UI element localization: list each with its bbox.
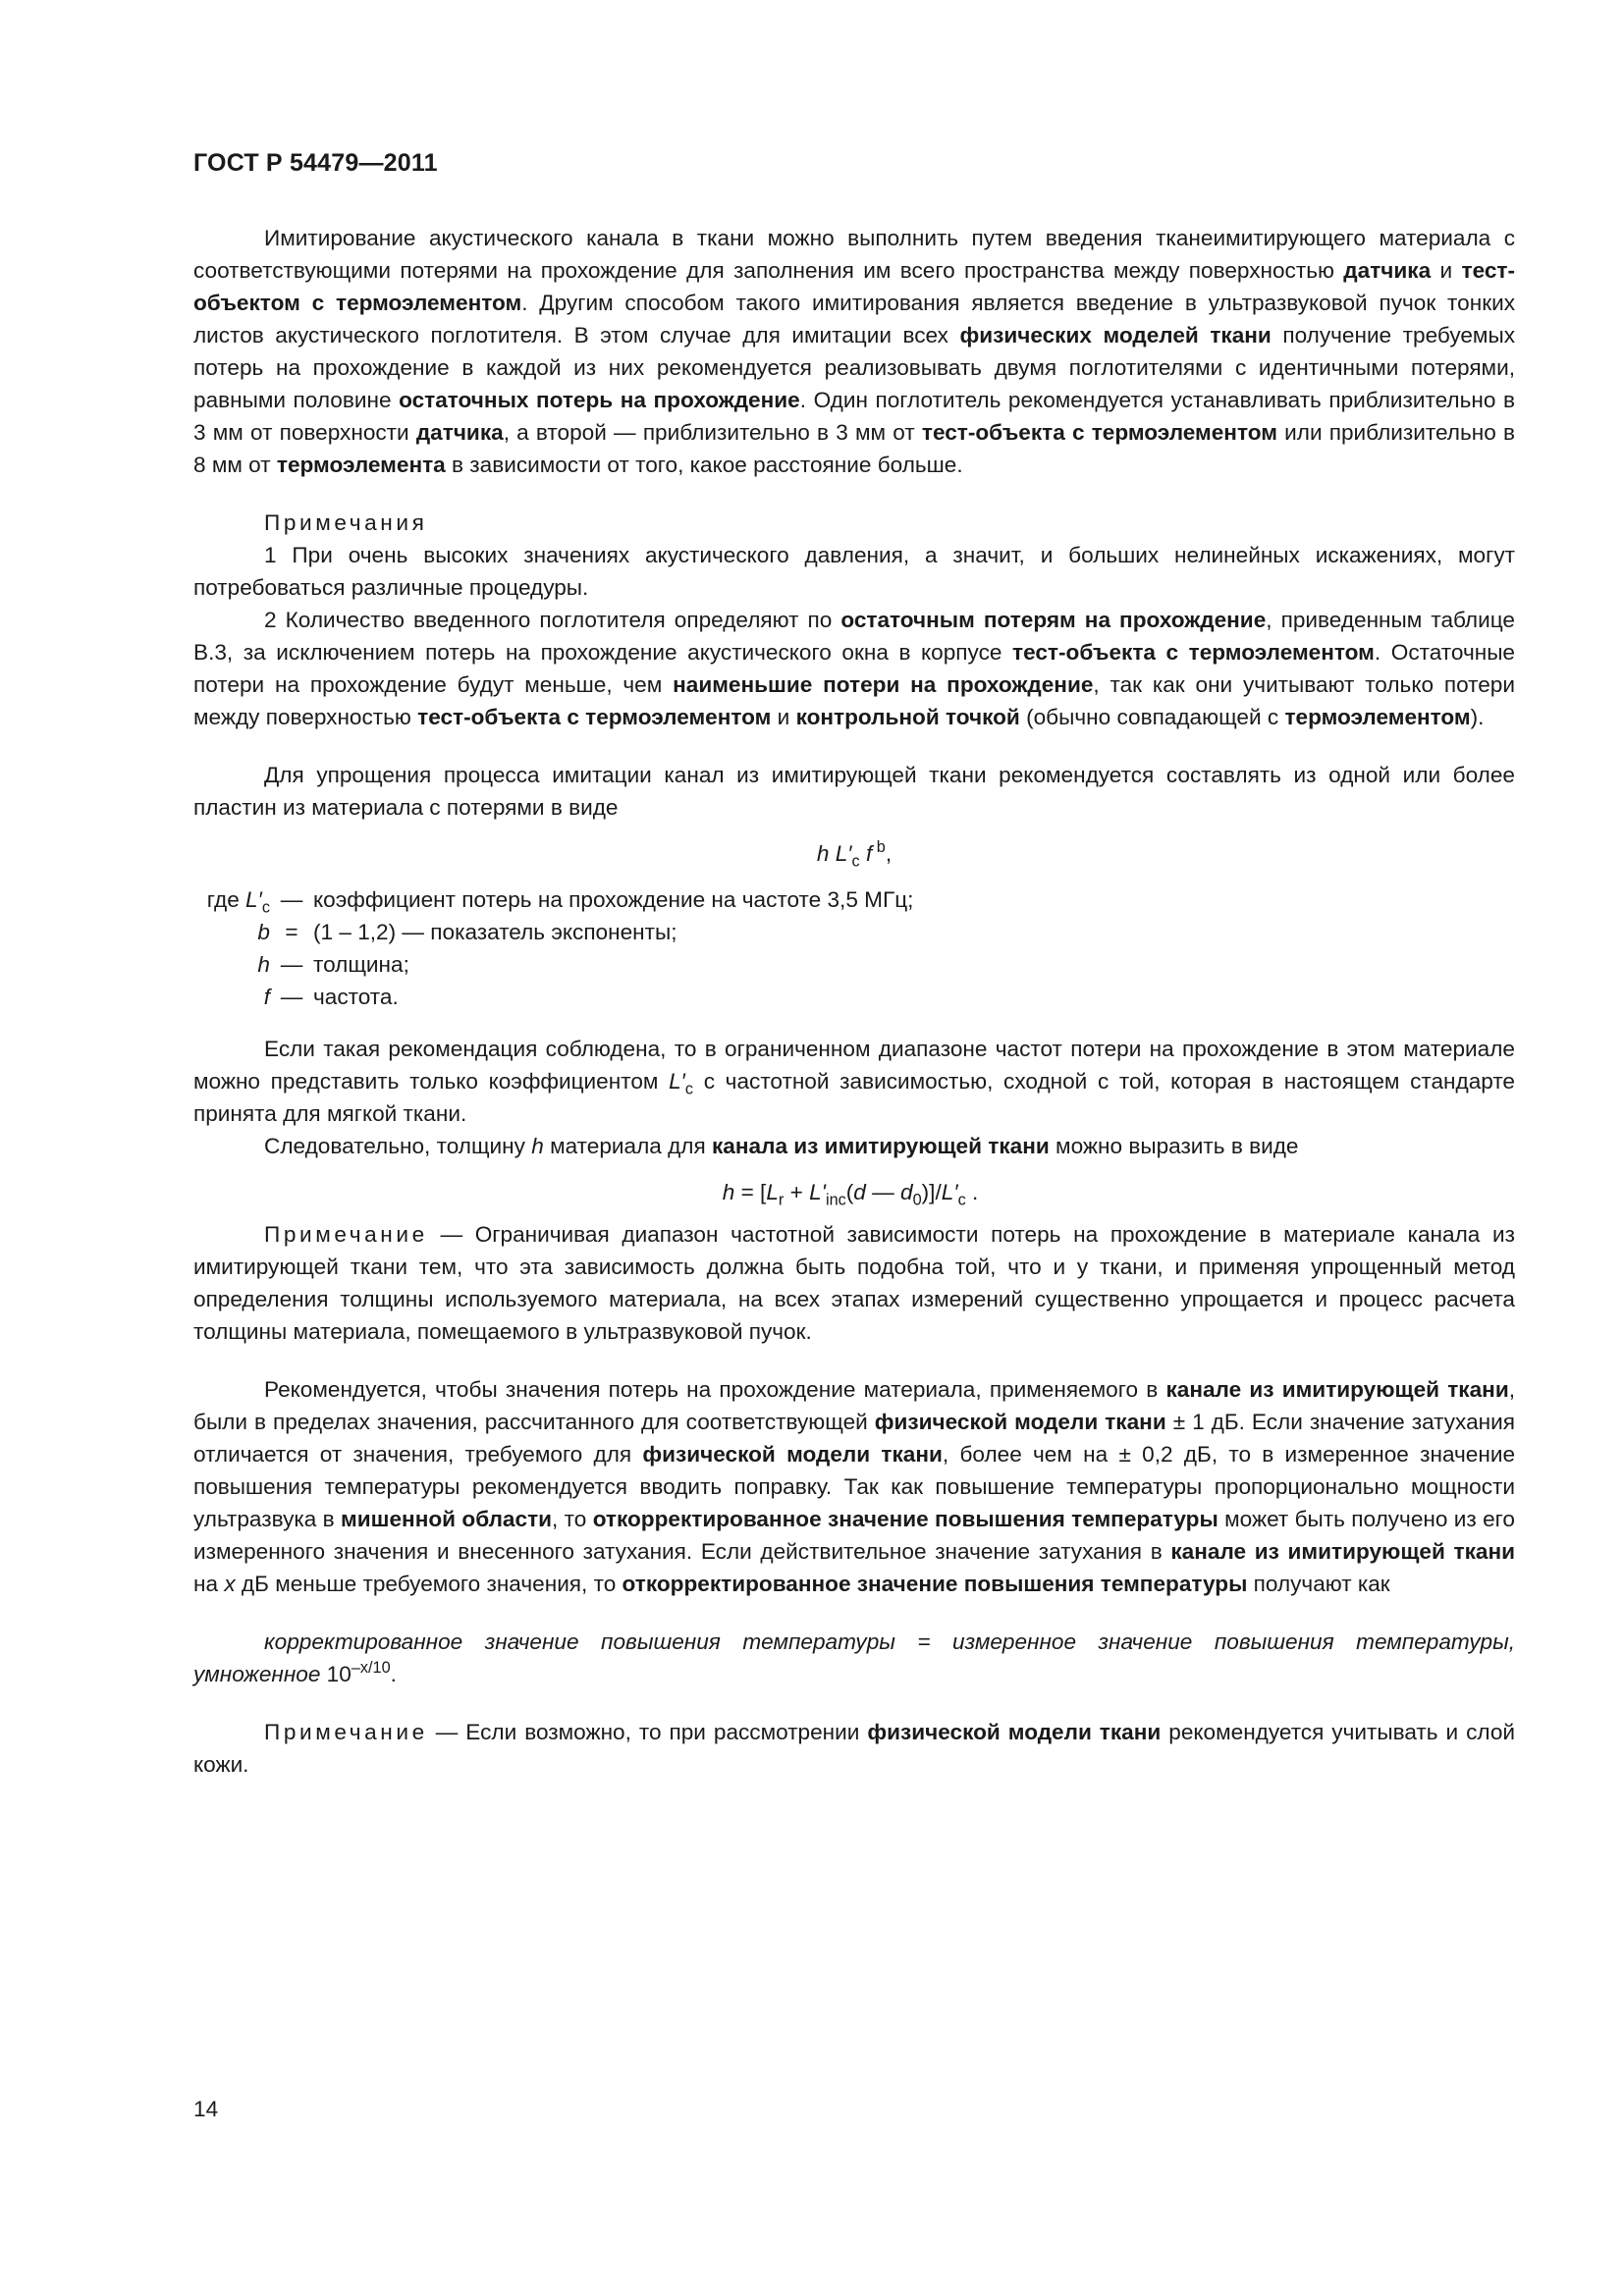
text-run: L [766,1180,779,1204]
text-run: 0 [912,1191,922,1209]
text-run: с частотной зависимостью, сходной с той, которая в настоящем стандарте принята для мягкой ткани. [193,1069,1515,1126]
text-run: h L′ [816,841,852,866]
text-run: . [390,1662,397,1686]
where-dash: — [280,985,303,1009]
text-run: . [965,1180,979,1204]
paragraph-plate-material [193,759,1515,824]
text-run: и [1431,258,1462,283]
text-run: c [851,852,860,871]
text-run: откорректированное значение повышения температуры [592,1507,1218,1531]
text-run: наименьшие потери на прохождение [673,672,1094,697]
text-run: можно выразить в виде [1049,1134,1299,1158]
text-run: или приблизительно в 8 мм от [193,420,1515,477]
text-run: h [722,1180,735,1204]
text-run: 10 [320,1662,352,1686]
where-row [193,883,913,916]
note-1 [193,539,1515,604]
text-run: , так как они учитывают только потери между поверхностью [193,672,1515,729]
text-run: тест-объектом с термоэлементом [193,258,1515,315]
note-3-label: Примечание [264,1222,428,1247]
text-run: тест-объекта с термоэлементом [921,420,1277,445]
text-run: b [872,838,886,857]
text-run: и [771,705,796,729]
where-dash: — [280,952,303,977]
where-row [193,948,913,981]
text-run: L' [809,1180,826,1204]
where-description: коэффициент потерь на прохождение на частоте 3,5 МГц; [313,887,914,912]
formula-thickness [186,1176,1515,1208]
text-run: — [865,1180,901,1204]
text-run: физической модели ткани [867,1720,1162,1744]
text-run: , то [552,1507,593,1531]
text-run: Если такая рекомендация соблюдена, то в ограниченном диапазоне частот потери на прохождение в этом материале можно представить только коэффициентом [193,1037,1515,1094]
where-dash: = [285,920,298,944]
paragraph-coefficient [193,1033,1515,1130]
where-symbol [193,883,270,916]
text-run: . Другим способом такого имитирования является введение в ультразвуковой пучок тонких листов акустического поглотителя. В этом случае для имитации всех [193,291,1515,347]
text-run: c [957,1191,966,1209]
text-run: Рекомендуется, чтобы значения потерь на прохождение материала, применяемого в [264,1377,1166,1402]
text-run: термоэлемента [276,453,446,477]
text-run: Следовательно, толщину [264,1134,532,1158]
text-run: физических моделей ткани [959,323,1272,347]
text-run: датчика [415,420,504,445]
text-run: Имитирование акустического канала в ткани можно выполнить путем введения тканеимитирующего материала с соответствующими потерями на прохождение для заполнения им всего пространства между поверхностью [193,226,1515,283]
text-run: f [263,985,270,1009]
text-run: ± 1 дБ. Если значение затухания отличается от значения, требуемого для [193,1410,1515,1467]
text-run: остаточных потерь на прохождение [399,388,800,412]
paragraph-attenuation-correction [193,1373,1515,1600]
text-run: x [224,1572,236,1596]
text-run: , приведенным таблице В.3, за исключением потерь на прохождение акустического окна в корпусе [193,608,1515,665]
text-run: физической модели ткани [874,1410,1166,1434]
text-run: h [257,952,270,977]
where-prefix: где [206,887,240,912]
text-run: — Ограничивая диапазон частотной зависимости потерь на прохождение в материале канала из имитирующей ткани тем, что эта зависимость должна быть подобна той, что и у ткани, и применяя упрощенный метод определения толщины используемого материала, на всех этапах измерений существенно упрощается и процесс расчета толщины материала, помещаемого в ультразвуковой пучок. [193,1222,1515,1344]
paragraph-corrected-formula [193,1626,1515,1690]
text-run: c [684,1080,694,1098]
text-run: b [257,920,270,944]
text-run: корректированное значение повышения температуры = измеренное значение повышения температуры, умноженное [193,1629,1515,1686]
text-run: , были в пределах значения, рассчитанного для соответствующей [193,1377,1515,1434]
text-run: термоэлементом [1284,705,1471,729]
note-4 [193,1716,1515,1781]
where-description: толщина; [313,952,409,977]
text-run: . Один поглотитель рекомендуется устанавливать приблизительно в 3 мм от поверхности [193,388,1515,445]
where-row [193,981,913,1013]
where-symbol [193,916,270,948]
text-run: L′ [941,1180,958,1204]
where-dash: — [280,887,303,912]
text-run: L′ [245,887,262,912]
text-run: L′ [669,1069,685,1094]
text-run: получение требуемых потерь на прохождение в каждой из них рекомендуется реализовывать двумя поглотителями с идентичными потерями, равными половине [193,323,1516,412]
text-run: материала для [543,1134,712,1158]
text-run: ( [845,1180,854,1204]
text-run: d [853,1180,866,1204]
text-run: дБ меньше требуемого значения, то [235,1572,623,1596]
text-run: –x/10 [351,1659,391,1678]
paragraph-thickness [193,1130,1515,1162]
notes-title: Примечания [264,510,428,535]
text-run: мишенной области [341,1507,553,1531]
text-run: канале из имитирующей ткани [1170,1539,1515,1564]
text-run: f [859,841,873,866]
text-run: r [778,1191,785,1209]
note-4-label: Примечание [264,1720,428,1744]
text-run: = [ [734,1180,767,1204]
text-run: контрольной точкой [795,705,1020,729]
text-run: 2 Количество введенного поглотителя определяют по [264,608,841,632]
paragraph-tissue-path-simulation [193,222,1515,481]
text-run: . Остаточные потери на прохождение будут меньше, чем [193,640,1515,697]
note-2 [193,604,1515,733]
text-run: )]/ [921,1180,942,1204]
document-body [193,222,1515,1781]
text-run: , [885,841,893,866]
standard-header: ГОСТ Р 54479—2011 [193,149,438,177]
text-run: канале из имитирующей ткани [1165,1377,1509,1402]
text-run: , более чем на ± 0,2 дБ, то в измеренное значение повышения температуры рекомендуется вводить поправку. Так как повышение температуры пропорционально мощности ультразвука в [193,1442,1516,1531]
text-run: остаточным потерям на прохождение [840,608,1267,632]
where-description: (1 – 1,2) — показатель экспоненты; [313,920,677,944]
text-run: (обычно совпадающей с [1019,705,1285,729]
text-run: датчика [1343,258,1432,283]
formula-loss [193,837,1515,870]
where-symbol [193,981,270,1013]
text-run: inc [825,1191,846,1209]
text-run: рекомендуется учитывать и слой кожи. [193,1720,1515,1777]
where-legend [193,883,913,1013]
text-run: , а второй — приблизительно в 3 мм от [503,420,922,445]
text-run: d [900,1180,913,1204]
text-run: 1 При очень высоких значениях акустического давления, а значит, и больших нелинейных искажениях, могут потребоваться различные процедуры. [193,543,1515,600]
text-run: тест-объекта с термоэлементом [417,705,772,729]
text-run: получают как [1247,1572,1390,1596]
text-run: на [193,1572,225,1596]
text-run: ). [1470,705,1485,729]
text-run: Для упрощения процесса имитации канал из имитирующей ткани рекомендуется составлять из одной или более пластин из материала с потерями в виде [193,763,1515,820]
text-run: откорректированное значение повышения температуры [622,1572,1248,1596]
where-symbol [193,948,270,981]
text-run: канала из имитирующей ткани [712,1134,1050,1158]
where-row [193,916,913,948]
text-run: физической модели ткани [642,1442,943,1467]
text-run: + [784,1180,810,1204]
text-run: h [531,1134,544,1158]
text-run: — Если возможно, то при рассмотрении [427,1720,868,1744]
text-run: тест-объекта с термоэлементом [1012,640,1375,665]
text-run: может быть получено из его измеренного значения и внесенного затухания. Если действительное значение затухания в [193,1507,1515,1564]
text-run: c [261,898,270,917]
note-3 [193,1218,1515,1348]
text-run: в зависимости от того, какое расстояние больше. [445,453,963,477]
page-number: 14 [193,2097,219,2121]
where-description: частота. [313,985,399,1009]
